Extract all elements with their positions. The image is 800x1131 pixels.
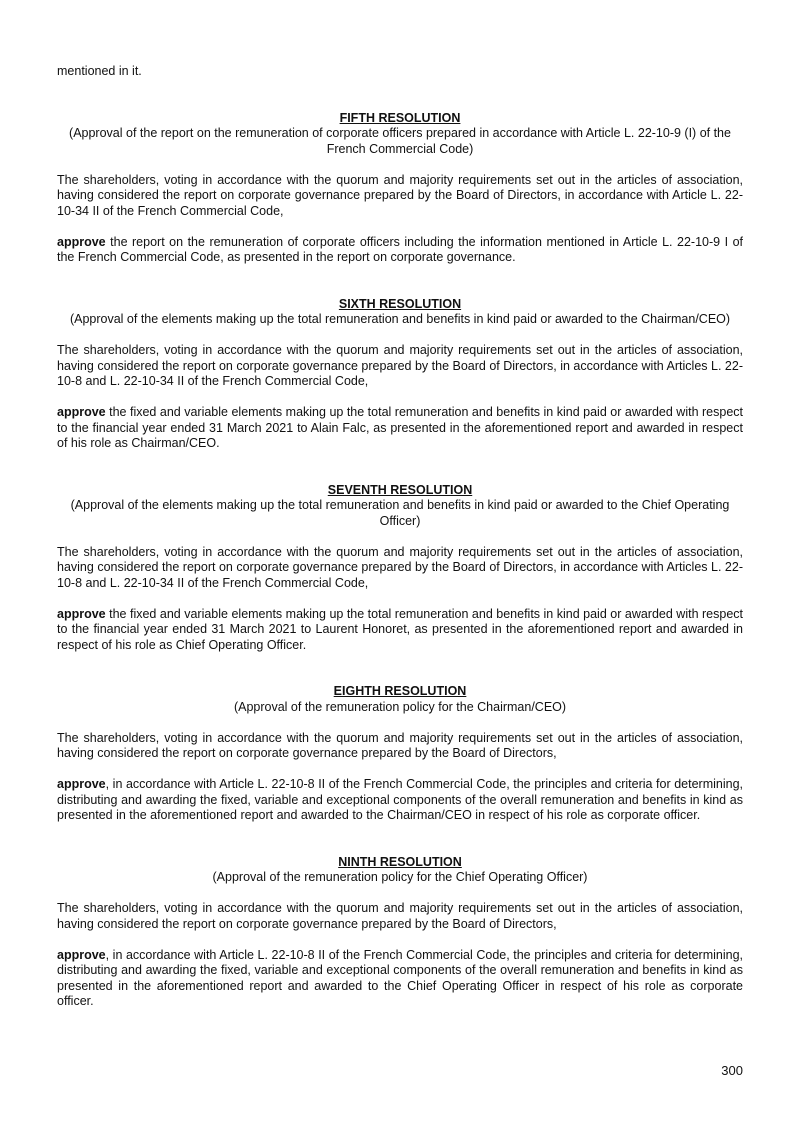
resolution-title: SIXTH RESOLUTION — [338, 296, 462, 311]
resolution-title: EIGHTH RESOLUTION — [333, 684, 467, 698]
resolution-seventh — [57, 483, 743, 654]
approval-text: , in accordance with Article L. 22-10-8 II of the French Commercial Code, the principles and criteria for determining, distributing and awarding the fixed, variable and exceptional components of the overall remuneration and benefits in kind as presented in the aforementioned report and awarded to the Chief Operating Officer in respect of his role as corporate officer. — [57, 947, 743, 1008]
approve-keyword: approve — [57, 405, 106, 419]
intro-text: mentioned in it. — [57, 64, 142, 78]
resolution-approval — [57, 777, 743, 824]
resolution-preamble: The shareholders, voting in accordance with the quorum and majority requirements set out in the articles of association, having considered the report on corporate governance prepared by the Board of Directors, in accordance with Articles L. 22-10-8 and L. 22-10-34 II of the French Commercial Code, — [57, 544, 743, 590]
resolution-subtitle: (Approval of the elements making up the total remuneration and benefits in kind paid or awarded to the Chief Operating Officer) — [70, 498, 730, 528]
resolution-title: FIFTH RESOLUTION — [339, 110, 461, 125]
resolution-preamble: The shareholders, voting in accordance with the quorum and majority requirements set out in the articles of association, having considered the report on corporate governance prepared by the Board of Directors, — [57, 730, 743, 760]
resolution-subtitle: (Approval of the remuneration policy for the Chairman/CEO) — [233, 699, 567, 714]
resolution-subtitle: (Approval of the elements making up the total remuneration and benefits in kind paid or awarded to the Chairman/CEO) — [69, 312, 731, 326]
resolution-preamble: The shareholders, voting in accordance with the quorum and majority requirements set out in the articles of association, having considered the report on corporate governance prepared by the Board of Directors, — [57, 901, 743, 931]
resolution-title: NINTH RESOLUTION — [338, 854, 462, 869]
page-number: 300 — [721, 1063, 743, 1078]
resolution-title: SEVENTH RESOLUTION — [327, 482, 473, 497]
resolution-sixth — [57, 297, 743, 452]
approval-text: the report on the remuneration of corporate officers including the information mentioned in Article L. 22-10-9 I of the French Commercial Code, as presented in the report on corporate governance. — [57, 234, 743, 264]
resolution-approval — [57, 948, 743, 1010]
approve-keyword: approve — [57, 947, 106, 962]
resolution-preamble: The shareholders, voting in accordance with the quorum and majority requirements set out in the articles of association, having considered the report on corporate governance prepared by the Board of Directors, in accordance with Article L. 22-10-34 II of the French Commercial Code, — [57, 172, 743, 218]
approval-text: the fixed and variable elements making up the total remuneration and benefits in kind paid or awarded with respect to the financial year ended 31 March 2021 to Laurent Honoret, as presented in the aforementioned report and awarded in respect of his role as Chief Operating Officer. — [57, 606, 743, 652]
approval-text: the fixed and variable elements making up the total remuneration and benefits in kind paid or awarded with respect to the financial year ended 31 March 2021 to Alain Falc, as presented in the aforementioned report and awarded in respect of his role as Chairman/CEO. — [57, 405, 743, 450]
resolution-fifth — [57, 111, 743, 266]
resolution-preamble: The shareholders, voting in accordance with the quorum and majority requirements set out in the articles of association, having considered the report on corporate governance prepared by the Board of Directors, in accordance with Articles L. 22-10-8 and L. 22-10-34 II of the French Commercial Code, — [57, 343, 743, 388]
resolution-ninth — [57, 855, 743, 1010]
approve-keyword: approve — [57, 777, 106, 791]
resolution-subtitle: (Approval of the report on the remuneration of corporate officers prepared in accordance with Article L. 22-10-9 (I) of the French Commercial Code) — [69, 126, 731, 156]
document-page — [57, 64, 743, 1010]
approve-keyword: approve — [57, 606, 106, 621]
resolution-approval — [57, 235, 743, 266]
approve-keyword: approve — [57, 234, 106, 249]
resolution-eighth — [57, 684, 743, 824]
resolution-subtitle: (Approval of the remuneration policy for the Chief Operating Officer) — [212, 870, 588, 884]
resolution-approval — [57, 607, 743, 654]
approval-text: , in accordance with Article L. 22-10-8 II of the French Commercial Code, the principles and criteria for determining, distributing and awarding the fixed, variable and exceptional components of the overall remuneration and benefits in kind as presented in the aforementioned report and awarded to the Chairman/CEO in respect of his role as corporate officer. — [57, 777, 743, 822]
resolution-approval — [57, 405, 743, 452]
